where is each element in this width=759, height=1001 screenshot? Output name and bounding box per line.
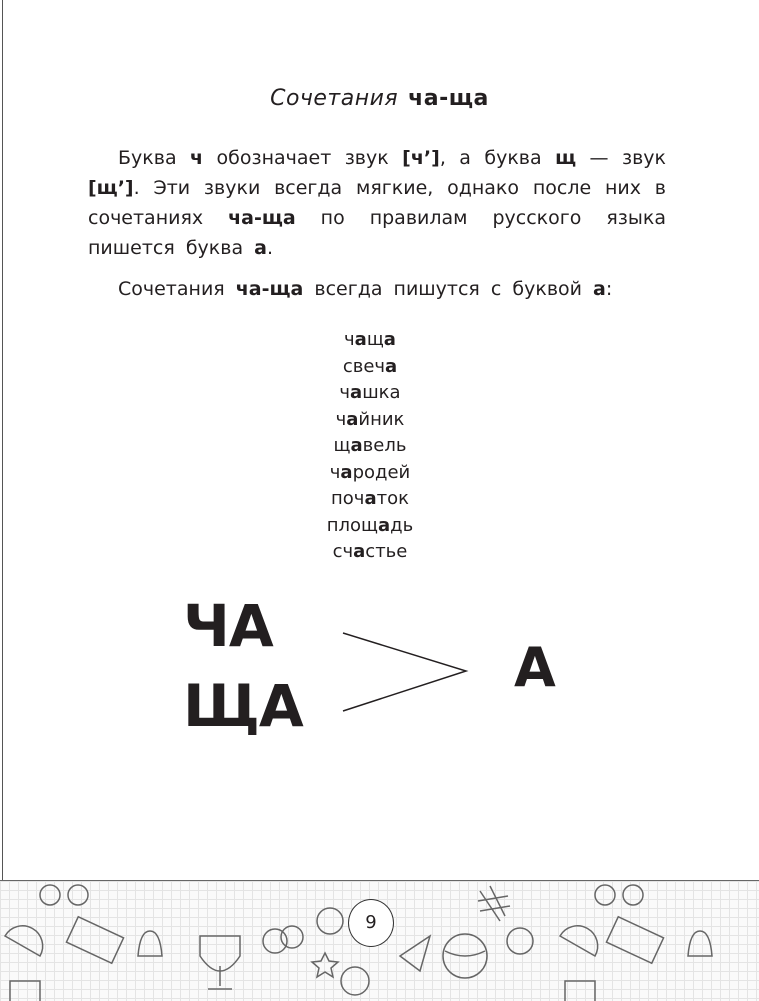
highlighted-letter: а <box>364 488 377 509</box>
bold-text-segment: [ч’] <box>402 147 440 169</box>
highlighted-letter: а <box>383 329 396 350</box>
highlighted-letter: а <box>350 435 363 456</box>
bold-text-segment: щ <box>555 147 577 169</box>
glasses-icon-2 <box>595 885 643 905</box>
notepad-icon <box>10 981 595 1001</box>
page-number: 9 <box>348 899 394 947</box>
diagram-shcha: ЩА <box>183 672 303 740</box>
diagram-a: А <box>514 636 555 699</box>
bold-text-segment: ча-ща <box>228 207 296 229</box>
glasses-icon <box>40 885 88 905</box>
bold-text-segment: а <box>254 237 267 259</box>
speech-bubbles-icon <box>263 926 303 953</box>
bold-text-segment: ч <box>190 147 204 169</box>
paper-plane-icon <box>400 936 430 971</box>
text-segment: обозначает звук <box>203 147 403 169</box>
text-segment: Буква <box>118 147 191 169</box>
text-segment: . <box>266 237 274 259</box>
word-part: ч <box>329 461 341 483</box>
bold-text-segment: а <box>593 278 606 300</box>
text-segment: всегда пишутся с буквой <box>303 278 594 300</box>
word-part: родей <box>352 461 411 483</box>
word-part: сч <box>332 541 354 562</box>
word-part: поч <box>331 488 365 509</box>
word-part: свеч <box>342 355 386 377</box>
word-part: щ <box>366 329 384 350</box>
bold-text-segment: [щ’] <box>88 177 134 199</box>
word-part: щ <box>333 435 351 456</box>
word-part: ч <box>339 382 351 403</box>
word-part: площ <box>326 514 379 536</box>
magnifier-icon <box>341 967 369 995</box>
text-segment: — звук <box>576 147 666 169</box>
tic-tac-toe-icon <box>478 886 510 921</box>
highlighted-letter: а <box>350 382 363 403</box>
word-part: ч <box>335 408 347 430</box>
text-segment: Сочетания <box>118 278 236 300</box>
highlighted-letter: а <box>340 461 353 483</box>
bold-text-segment: ча-ща <box>235 278 304 300</box>
star-icon <box>312 953 338 977</box>
word-part: вель <box>362 435 407 456</box>
highlighted-letter: а <box>385 355 398 377</box>
basketball-icon <box>443 934 487 978</box>
highlighted-letter: а <box>346 408 359 430</box>
word-part: йник <box>358 408 405 430</box>
diagram-cha: ЧА <box>183 592 273 660</box>
word-part: дь <box>390 514 414 536</box>
text-segment: по правилам русского языка пишется буква <box>88 207 666 259</box>
trophy-icon <box>200 936 240 989</box>
word-part: ток <box>376 488 409 509</box>
text-segment: : <box>605 278 613 300</box>
title-part-1: Сочетания <box>270 86 399 111</box>
title-part-2: ча-ща <box>408 86 489 111</box>
highlighted-letter: а <box>353 541 366 562</box>
book-icon-2 <box>606 917 663 964</box>
text-segment: , а буква <box>439 147 556 169</box>
text-segment: . Эти звуки всегда мягкие, однако после них в сочетаниях <box>88 177 666 229</box>
highlighted-letter: а <box>354 329 367 350</box>
book-icon <box>66 917 123 964</box>
word-part: стье <box>365 541 408 562</box>
highlighted-letter: а <box>378 514 391 536</box>
word-part: шка <box>362 382 401 403</box>
word-part: ч <box>344 329 355 350</box>
